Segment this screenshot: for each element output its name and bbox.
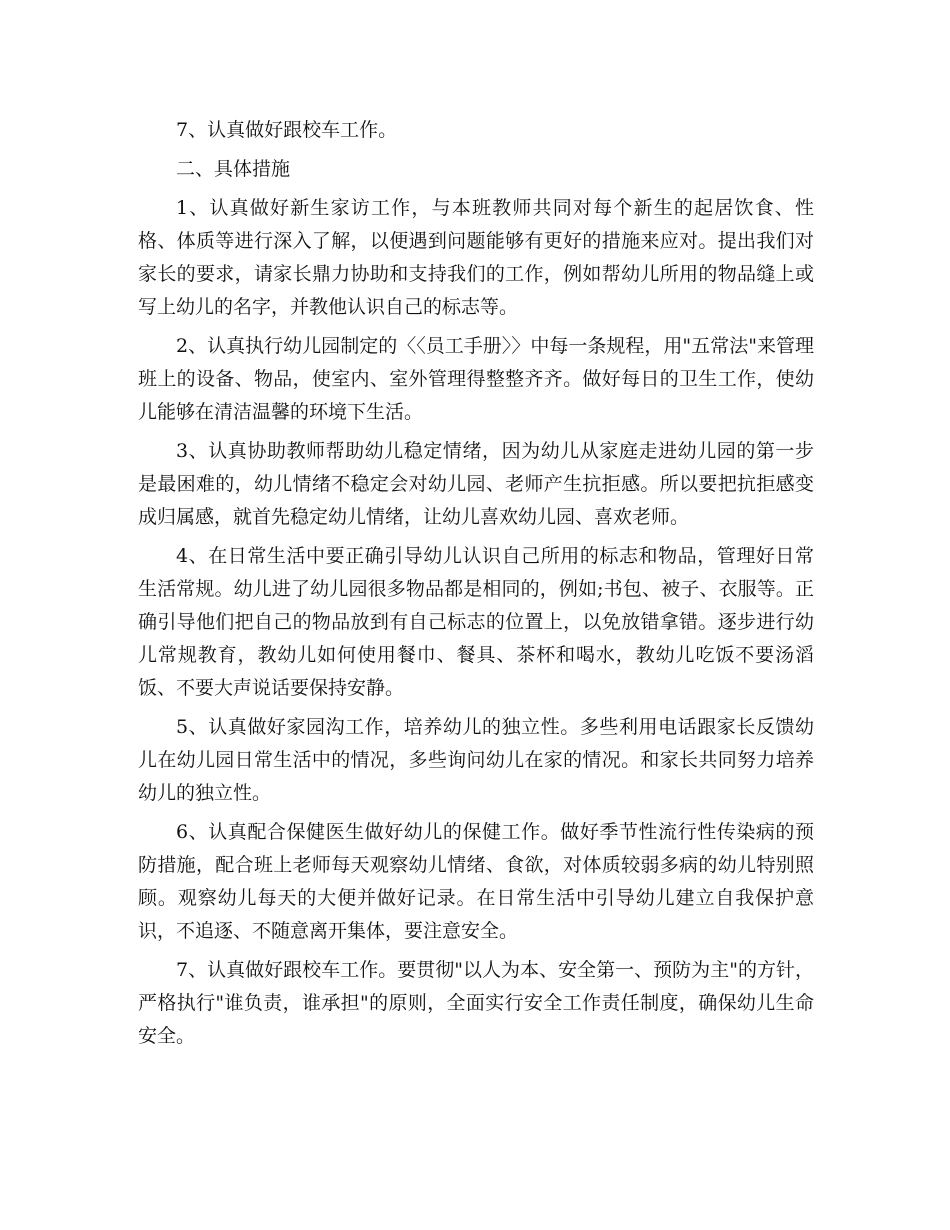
paragraph-measure-5: 5、认真做好家园沟工作，培养幼儿的独立性。多些利用电话跟家长反馈幼儿在幼儿园日常生活中的情况，多些询问幼儿在家的情况。和家长共同努力培养幼儿的独立性。 — [138, 716, 814, 804]
paragraph-measure-2: 2、认真执行幼儿园制定的〈〈员工手册〉〉中每一条规程，用"五常法"来管理班上的设备、物品，使室内、室外管理得整整齐齐。做好每日的卫生工作，使幼儿能够在清洁温馨的环境下生活。 — [138, 335, 814, 423]
document-body — [138, 114, 814, 1059]
paragraph-measure-7: 7、认真做好跟校车工作。要贯彻"以人为本、安全第一、预防为主"的方针，严格执行"谁负责，谁承担"的原则，全面实行安全工作责任制度，确保幼儿生命安全。 — [138, 959, 814, 1047]
paragraph-measure-1: 1、认真做好新生家访工作，与本班教师共同对每个新生的起居饮食、性格、体质等进行深入了解，以便遇到问题能够有更好的措施来应对。提出我们对家长的要求，请家长鼎力协助和支持我们的工作，例如帮幼儿所用的物品缝上或写上幼儿的名字，并教他认识自己的标志等。 — [138, 197, 814, 318]
paragraph-measure-6: 6、认真配合保健医生做好幼儿的保健工作。做好季节性流行性传染病的预防措施，配合班上老师每天观察幼儿情绪、食欲，对体质较弱多病的幼儿特别照顾。观察幼儿每天的大便并做好记录。在日常生活中引导幼儿建立自我保护意识，不追逐、不随意离开集体，要注意安全。 — [138, 821, 814, 942]
section-heading-specific-measures: 二、具体措施 — [176, 158, 291, 180]
paragraph-measure-3: 3、认真协助教师帮助幼儿稳定情绪，因为幼儿从家庭走进幼儿园的第一步是最困难的，幼儿情绪不稳定会对幼儿园、老师产生抗拒感。所以要把抗拒感变成归属感，就首先稳定幼儿情绪，让幼儿喜欢幼儿园、喜欢老师。 — [138, 440, 814, 528]
paragraph-item-7-bus-duty: 7、认真做好跟校车工作。 — [176, 119, 398, 141]
paragraph-measure-4: 4、在日常生活中要正确引导幼儿认识自己所用的标志和物品，管理好日常生活常规。幼儿进了幼儿园很多物品都是相同的，例如;书包、被子、衣服等。正确引导他们把自己的物品放到有自己标志的位置上，以免放错拿错。逐步进行幼儿常规教育，教幼儿如何使用餐巾、餐具、茶杯和喝水，教幼儿吃饭不要汤滔饭、不要大声说话要保持安静。 — [138, 545, 814, 699]
